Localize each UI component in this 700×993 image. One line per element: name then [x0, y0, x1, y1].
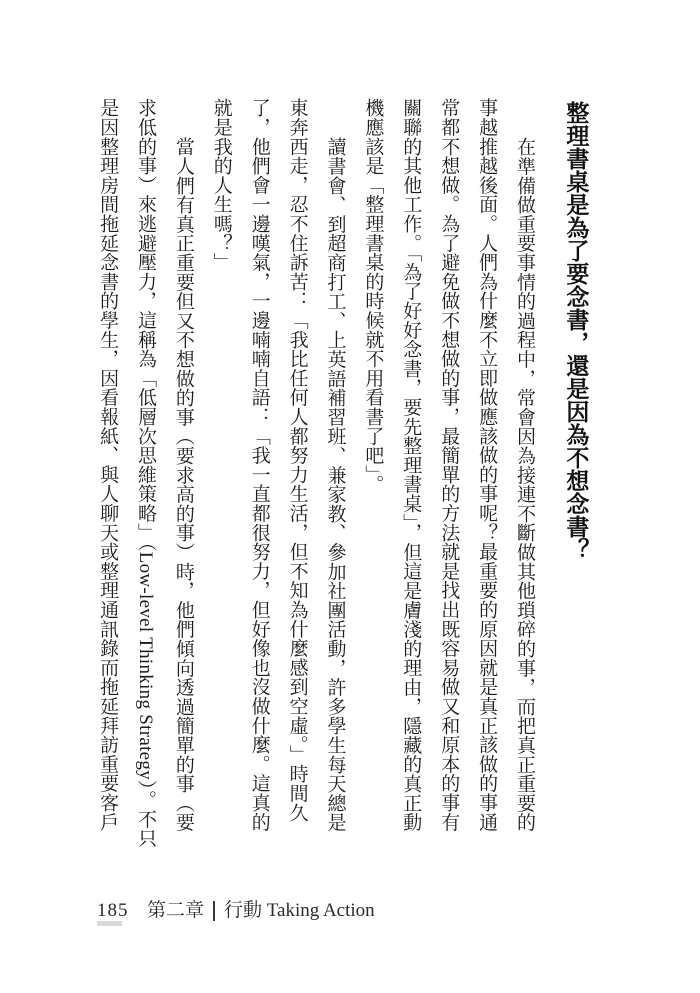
chapter-title: 行動 Taking Action: [224, 900, 375, 921]
body-column: 東奔西走，忍不住訴苦：「我比任何人都努力生活，但不知為什麼感到空虛。」時間久: [286, 98, 308, 822]
page-number: 185: [97, 900, 129, 921]
body-column: 讀書會、到超商打工、上英語補習班、兼家教、參加社團活動，許多學生每天總是: [324, 137, 346, 832]
body-column: 在準備做重要事情的過程中，常會因為接連不斷做其他瑣碎的事，而把真正重要的: [514, 137, 535, 832]
body-column: 事越推越後面。人們為什麼不立即做應該做的事呢？最重要的原因就是真正該做的事通: [476, 98, 498, 832]
body-column: 常都不想做。為了避免做不想做的事，最簡單的方法就是找出既容易做又和原本的事有: [438, 98, 460, 832]
body-column: 是因整理房間拖延念書的學生，因看報紙、與人聊天或整理通訊錄而拖延拜訪重要客戶: [97, 98, 119, 832]
chapter-label: 第二章: [147, 900, 205, 921]
body-column: 求低的事）來逃避壓力，這稱為「低層次思維策略」（Low-level Thinking Strategy）。不只: [135, 98, 156, 848]
body-column: 關聯的其他工作。「為了好好念書，要先整理書桌」，但這是膚淺的理由，隱藏的真正動: [400, 98, 422, 832]
body-column: 了，他們會一邊嘆氣，一邊喃喃自語：「我一直都很努力，但好像也沒做什麼。這真的: [248, 98, 270, 832]
body-column: 就是我的人生嗎？」: [210, 98, 232, 272]
chapter-line: [147, 900, 375, 922]
body-column: 機應該是「整理書桌的時候就不用看書了吧」。: [362, 98, 384, 494]
body-column: 當人們有真正重要但又不想做的事（要求高的事）時，他們傾向透過簡單的事（要: [172, 137, 194, 832]
page-number-underline-bar: [97, 921, 122, 926]
section-title: 整理書桌是為了要念書，還是因為不想念書？: [563, 101, 590, 561]
chapter-divider-line: [213, 901, 215, 921]
